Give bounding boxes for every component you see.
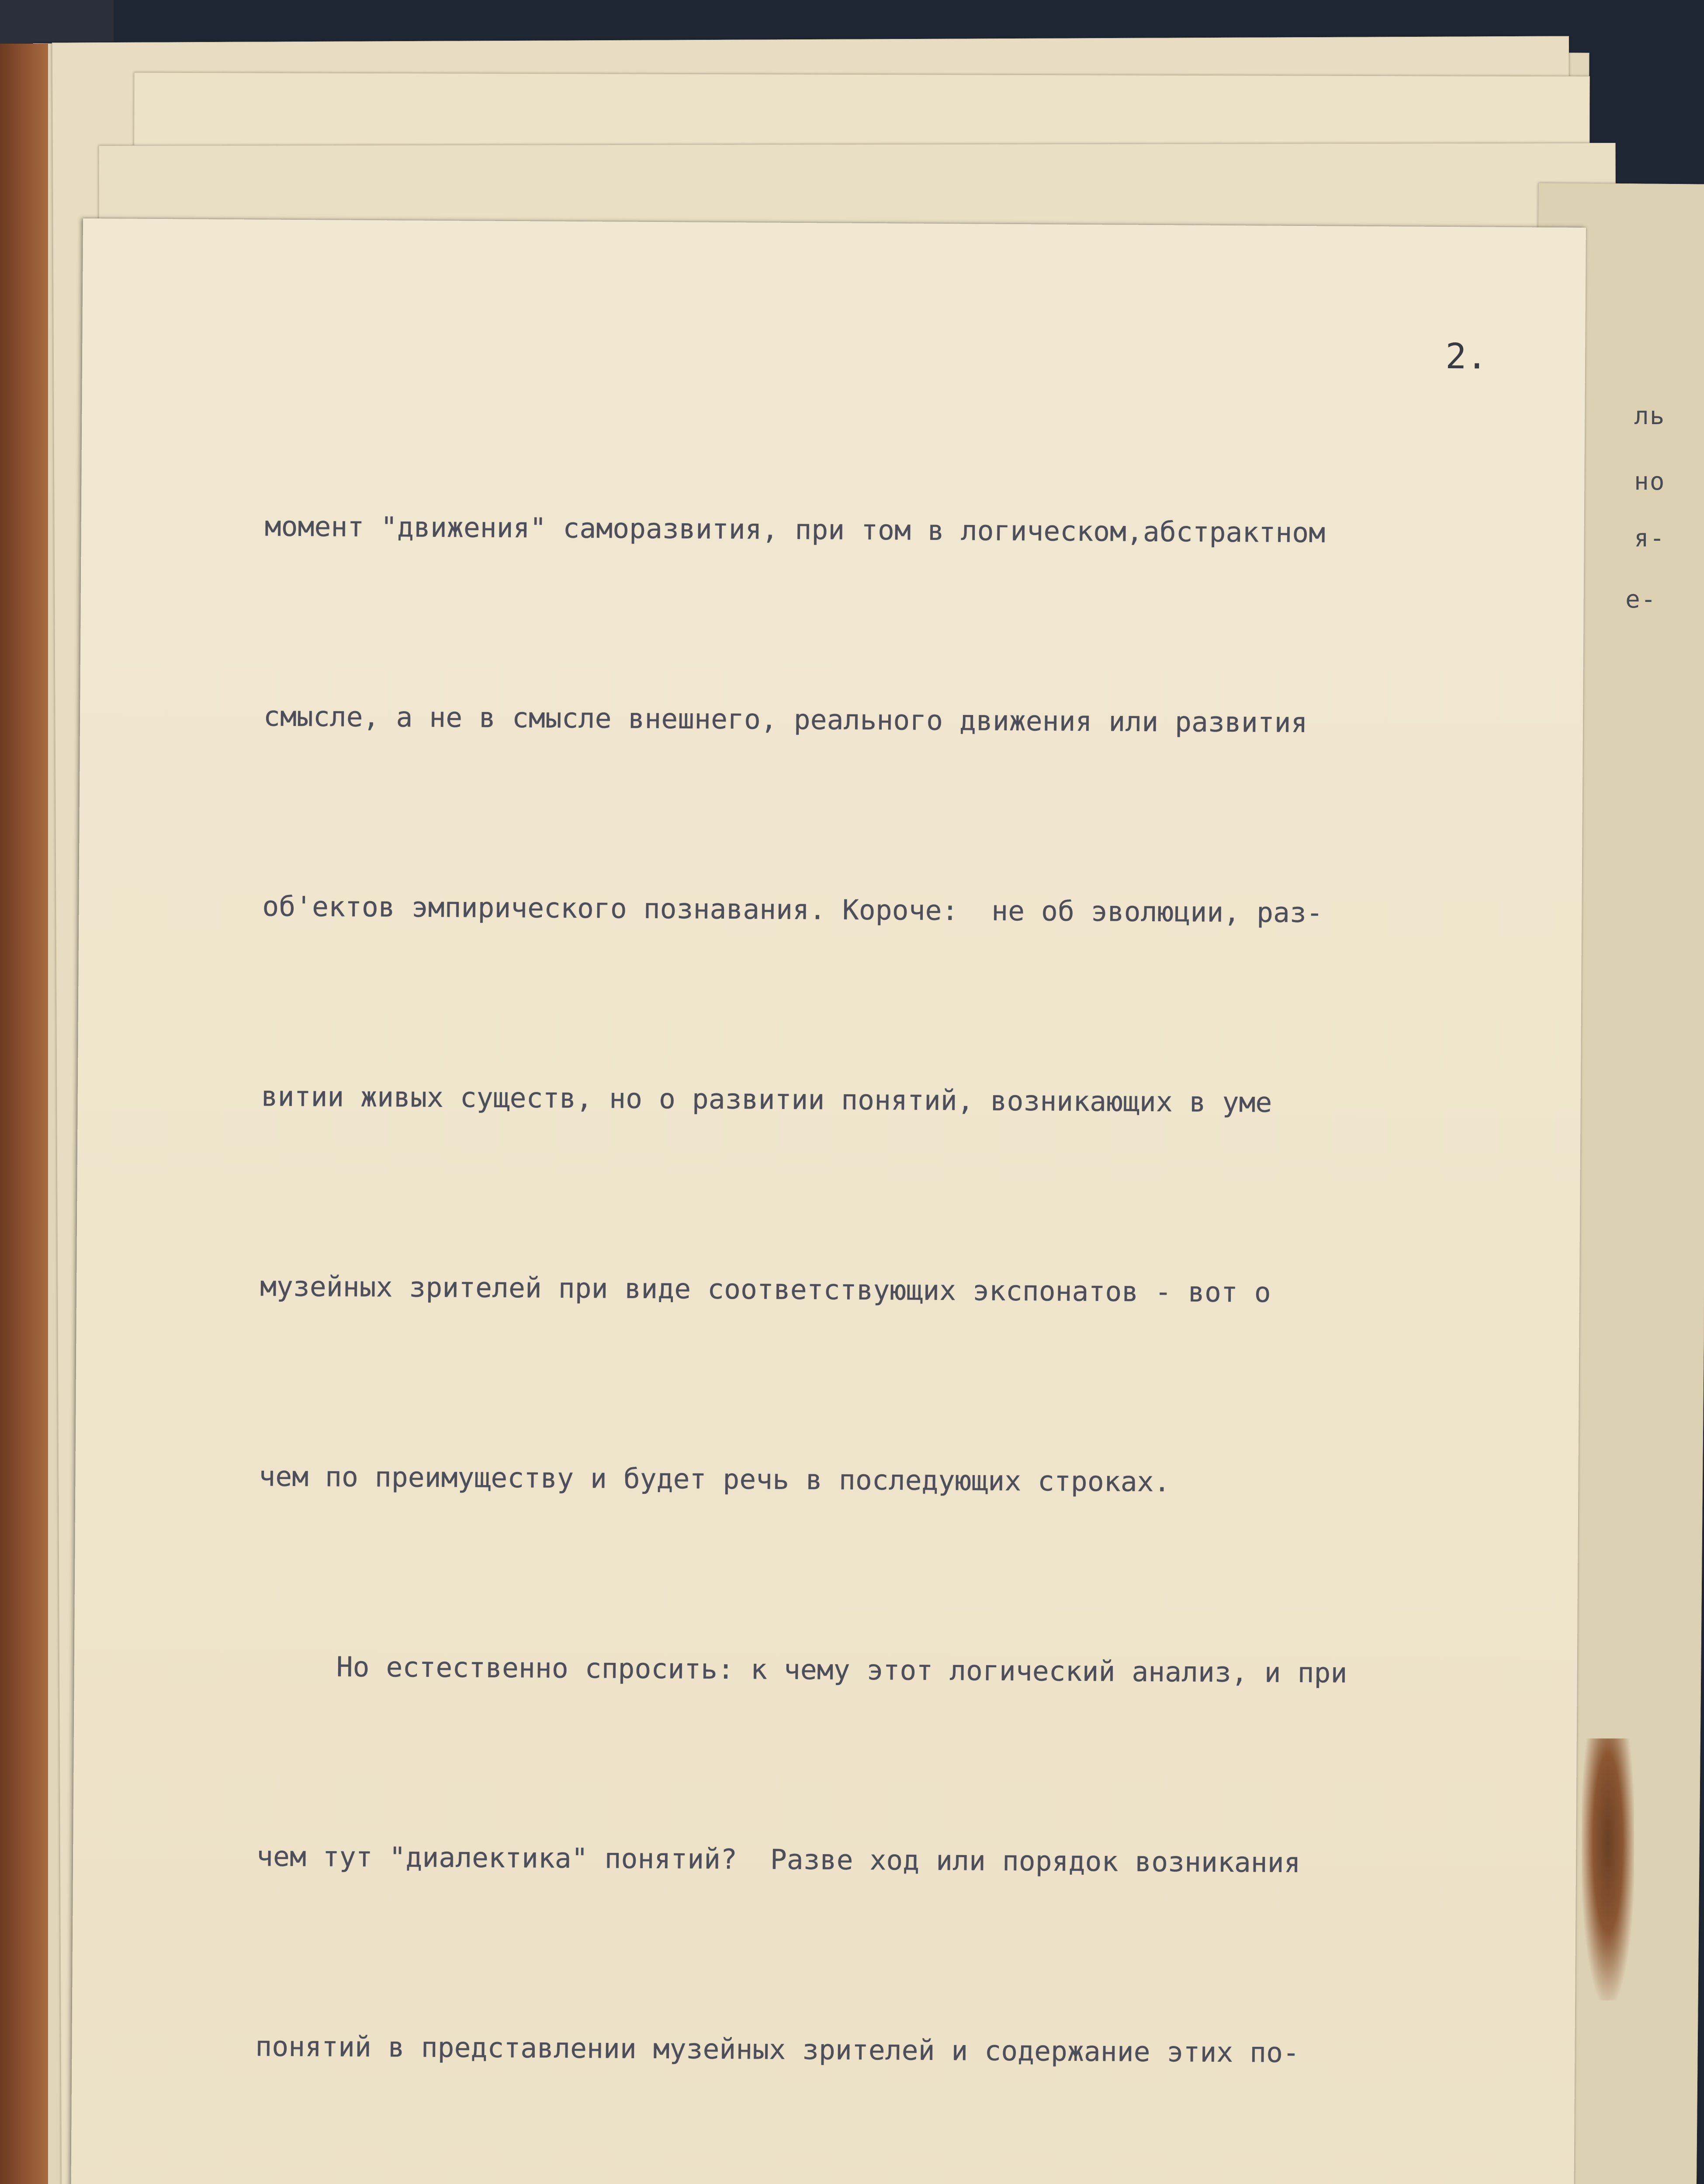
torn-paper-edge xyxy=(1582,1738,1634,2001)
text-line: понятий в представлении музейных зрителей и содержание этих по- xyxy=(255,2030,1300,2069)
page-number: 2. xyxy=(1445,336,1488,377)
text-line: об'ектов эмпирического познавания. Короче: не об эволюции, раз- xyxy=(262,890,1323,929)
folder-edge xyxy=(0,44,48,2184)
edge-fragment: я- xyxy=(1634,524,1666,553)
text-line: музейных зрителей при виде соответствующих экспонатов - вот о xyxy=(260,1270,1271,1309)
text-line: Но естественно спросить: к чему этот логический анализ, и при xyxy=(336,1651,1347,1689)
edge-fragment: ль xyxy=(1634,402,1666,430)
text-line: смысле, а не в смысле внешнего, реального движения или развития xyxy=(263,700,1308,739)
typewritten-page xyxy=(70,218,1586,2184)
edge-fragment: но xyxy=(1634,467,1666,496)
text-line: витии живых существ, но о развитии понятий, возникающих в уме xyxy=(261,1080,1272,1119)
text-line: момент "движения" саморазвития, при том в логическом,абстрактном xyxy=(264,510,1326,549)
text-line: чем по преимуществу и будет речь в последующих строках. xyxy=(259,1460,1171,1498)
text-line: чем тут "диалектика" понятий? Разве ход или порядок возникания xyxy=(256,1840,1301,1879)
edge-fragment: е- xyxy=(1625,585,1657,614)
page-body xyxy=(230,368,1576,2184)
